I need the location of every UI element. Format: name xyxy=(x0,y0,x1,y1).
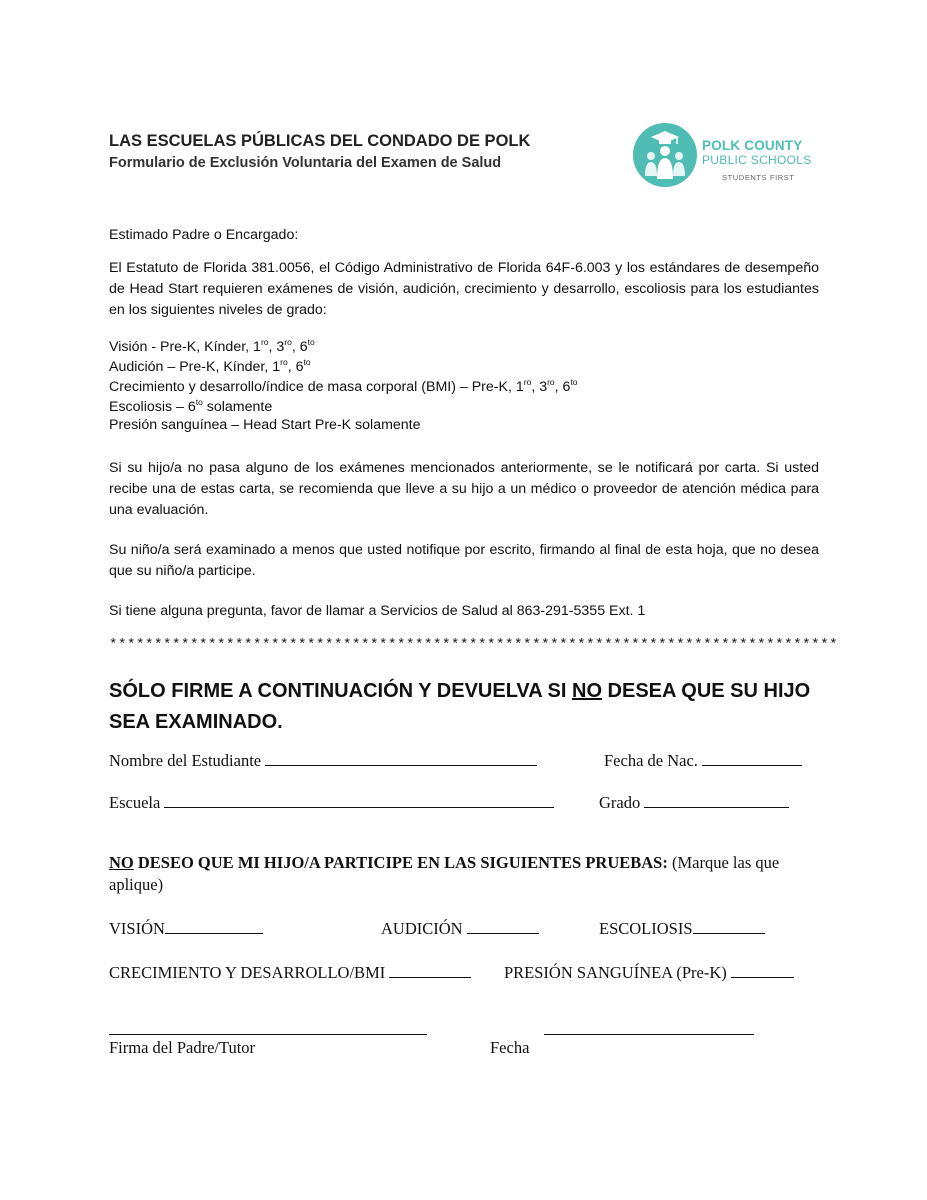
presion-checkbox-field[interactable] xyxy=(731,962,794,978)
student-name-row xyxy=(109,750,537,771)
tests-opt-out-heading: NO DESEO QUE MI HIJO/A PARTICIPE EN LAS SIGUIENTES PRUEBAS: (Marque las que aplique) xyxy=(109,853,780,894)
presion-option xyxy=(504,962,794,983)
logo-text-line2: PUBLIC SCHOOLS xyxy=(702,153,812,167)
audicion-label: AUDICIÓN xyxy=(381,919,463,938)
greeting: Estimado Padre o Encargado: xyxy=(109,227,299,243)
dob-row xyxy=(604,750,802,771)
logo-text-line1: POLK COUNTY xyxy=(702,138,803,153)
vision-option xyxy=(109,918,263,939)
page-subtitle: Formulario de Exclusión Voluntaria del Examen de Salud xyxy=(109,155,502,171)
crecimiento-label: CRECIMIENTO Y DESARROLLO/BMI xyxy=(109,963,386,982)
opt-out-notice-paragraph: Su niño/a será examinado a menos que usted notifique por escrito, firmando al final de esta hoja, que no desea que su niño/a participe. xyxy=(109,542,819,579)
dob-label: Fecha de Nac. xyxy=(604,751,698,770)
logo-tagline: STUDENTS FIRST xyxy=(722,173,795,182)
vision-label: VISIÓN xyxy=(109,919,165,938)
audicion-checkbox-field[interactable] xyxy=(467,918,539,934)
grade-field[interactable] xyxy=(644,792,789,808)
separator-line: ********************************************************************************* xyxy=(109,637,839,653)
student-name-field[interactable] xyxy=(265,750,537,766)
requirement-vision: Visión - Pre-K, Kínder, $1^{ro}$, $3^{ro}$, $6^{to}$ xyxy=(109,337,315,355)
school-label: Escuela xyxy=(109,793,161,812)
fail-notice-paragraph: Si su hijo/a no pasa alguno de los exámenes mencionados anteriormente, se le notificará por carta. Si usted recibe una de estas carta, se recomienda que lleve a su hijo a un médico o proveedor de atención médica para una evaluación. xyxy=(109,460,819,518)
crecimiento-option xyxy=(109,962,471,983)
intro-paragraph: El Estatuto de Florida 381.0056, el Código Administrativo de Florida 64F-6.003 y los estándares de desempeño de Head Start requieren exámenes de visión, audición, crecimiento y desarrollo, escoliosis para los estudiantes en los siguientes niveles de grado: xyxy=(109,260,819,318)
school-row xyxy=(109,792,554,813)
return-instructions-heading: SÓLO FIRME A CONTINUACIÓN Y DEVUELVA SI NO DESEA QUE SU HIJO SEA EXAMINADO. xyxy=(109,680,811,733)
crecimiento-checkbox-field[interactable] xyxy=(389,962,471,978)
requirement-presion: Presión sanguínea – Head Start Pre-K solamente xyxy=(109,417,421,433)
escoliosis-checkbox-field[interactable] xyxy=(693,918,765,934)
grade-label: Grado xyxy=(599,793,641,812)
dob-field[interactable] xyxy=(702,750,802,766)
audicion-option xyxy=(381,918,539,939)
school-district-logo xyxy=(632,122,822,188)
signature-label: Firma del Padre/Tutor xyxy=(109,1038,256,1057)
escoliosis-option xyxy=(599,918,765,939)
students-emblem-icon xyxy=(632,122,698,188)
requirement-audicion: Audición – Pre-K, Kínder, $1^{ro}$, $6^{to}$ xyxy=(109,357,311,375)
requirement-escoliosis: Escoliosis – $6^{to}$ solamente xyxy=(109,397,273,415)
signature-date-field[interactable] xyxy=(544,1034,754,1035)
signature-date-label: Fecha xyxy=(490,1038,530,1057)
grade-row xyxy=(599,792,789,813)
signature-field[interactable] xyxy=(109,1034,427,1035)
escoliosis-label: ESCOLIOSIS xyxy=(599,919,693,938)
page-title: LAS ESCUELAS PÚBLICAS DEL CONDADO DE POLK xyxy=(109,132,531,150)
contact-info: Si tiene alguna pregunta, favor de llamar a Servicios de Salud al 863-291-5355 Ext. 1 xyxy=(109,603,646,619)
requirement-crecimiento: Crecimiento y desarrollo/índice de masa corporal (BMI) – Pre-K, $1^{ro}$, $3^{ro}$, $6^{to}$ xyxy=(109,377,578,395)
vision-checkbox-field[interactable] xyxy=(165,918,263,934)
student-name-label: Nombre del Estudiante xyxy=(109,751,262,770)
presion-label: PRESIÓN SANGUÍNEA (Pre-K) xyxy=(504,963,727,982)
school-field[interactable] xyxy=(164,792,554,808)
